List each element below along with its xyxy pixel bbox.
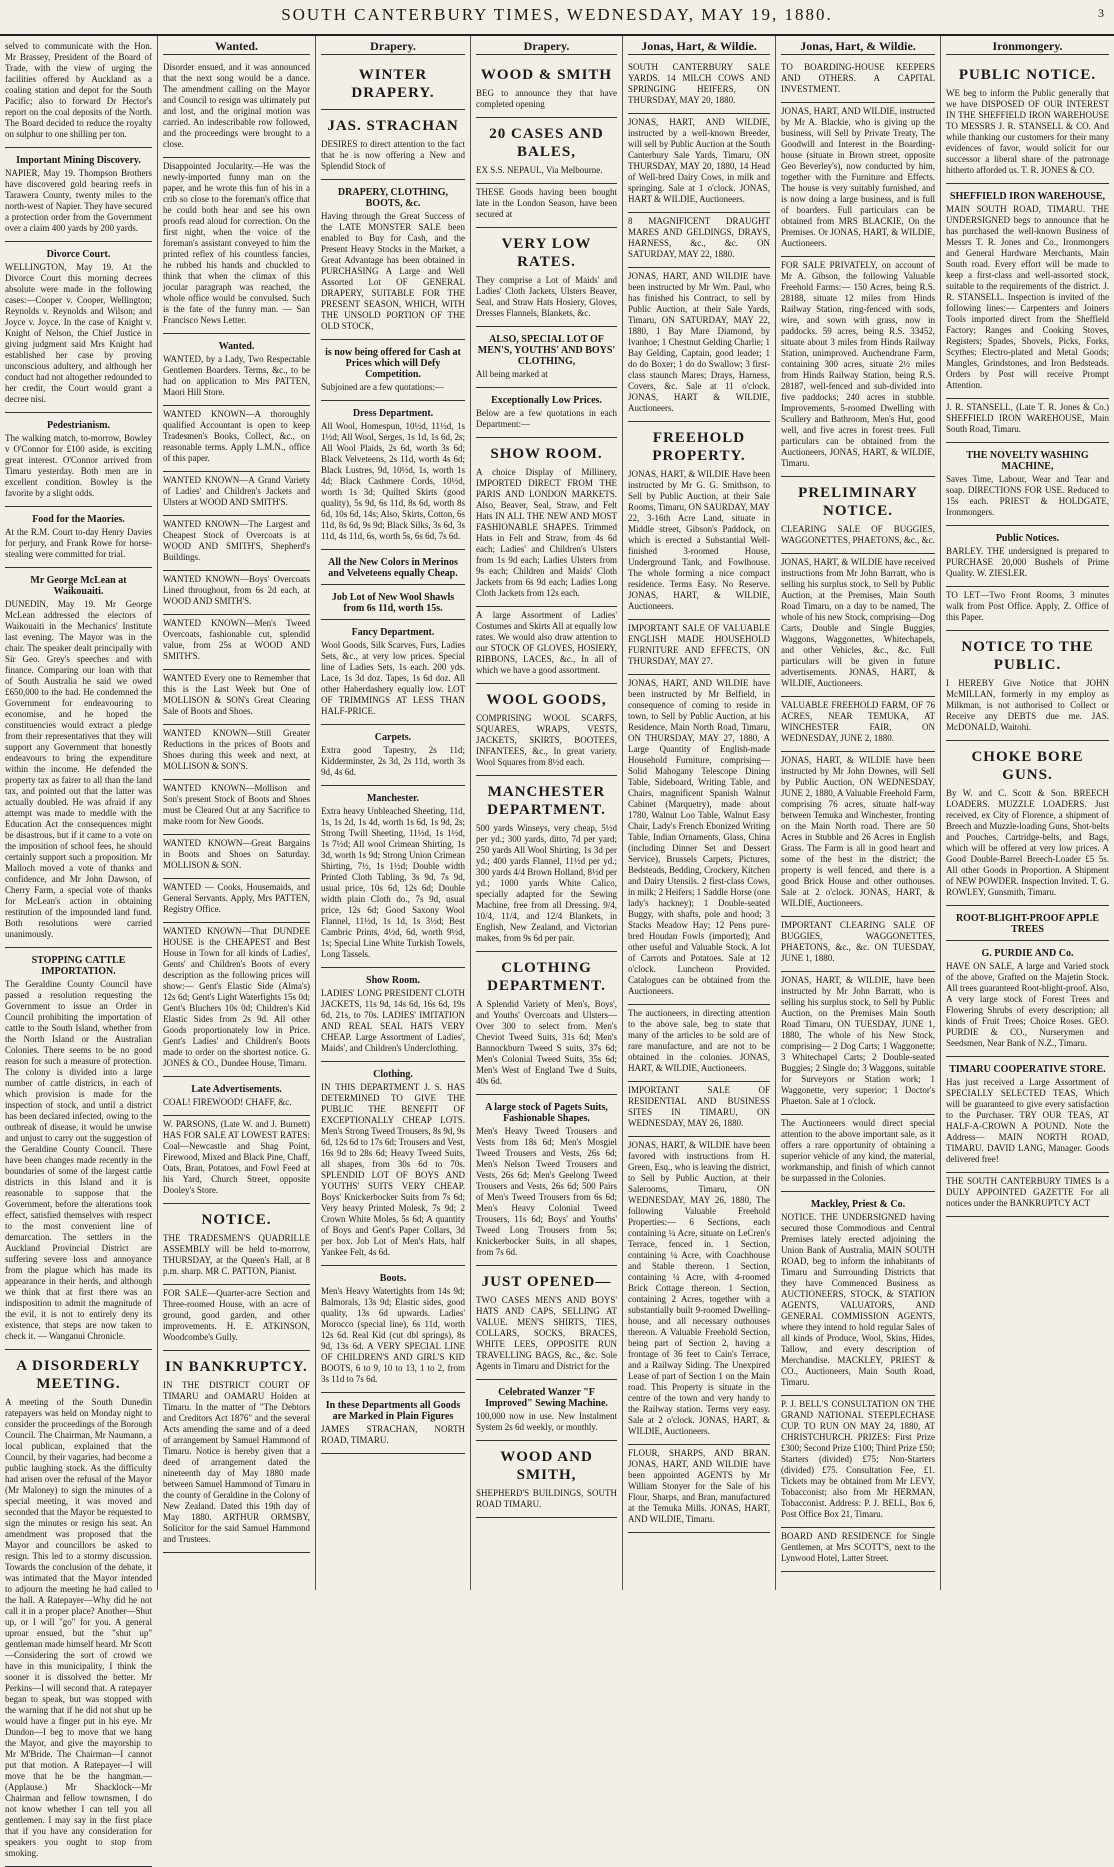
article-body: CLEARING SALE OF BUGGIES, WAGGONETTES, PHAETONS, &c., &c. [781, 524, 935, 545]
article-block [628, 1005, 770, 1082]
article-heading: VERY LOW RATES. [501, 236, 592, 270]
article-heading: CHOKE BORE GUNS. [971, 749, 1084, 783]
article-body: JONAS, HART, AND WILDIE, instructed by Mr A. Blackie, who is giving up the business, will Sell by Private Treaty, The Goodwill and Interest in the Boarding-house (situate in Brown street, opposite Geo Beverley's), now conducted by him, together with the Furniture and Effects. The house is very suitably furnished, and is now doing a large business, and is full of boarders. Full particulars can be obtained from MRS BLACKIE, On the Premises. Or JONAS, HART, & WILDIE, Auctioneers. [781, 106, 935, 248]
article-body: COAL! FIREWOOD! CHAFF, &c. [163, 1097, 292, 1107]
article-block [163, 670, 310, 725]
article-block [946, 526, 1109, 587]
article-block [321, 968, 465, 1062]
article-body: IMPORTANT SALE OF RESIDENTIAL AND BUSINESS SITES IN TIMARU, ON WEDNESDAY, MAY 26, 1880. [628, 1085, 770, 1128]
article-block [476, 388, 617, 438]
article-body: Below are a few quotations in each Department:— [476, 408, 617, 429]
article-block [5, 1350, 152, 1867]
article-block [628, 213, 770, 268]
article-block [628, 1137, 770, 1445]
article-body: At the R.M. Court to-day Henry Davies for perjury, and Frank Rowe for horse-stealing were committed for trial. [5, 527, 152, 559]
article-body: The walking match, to-morrow, Bowley v O'Connor for £100 aside, is exciting great interest. O'Connor arrived from Timaru yesterday. Both men are in excellent condition. Bowley is the favorite by a slight odds. [5, 433, 152, 498]
article-block [321, 550, 465, 585]
article-body: A large Assortment of Ladies' Costumes and Skirts All at equally low rates. We would also draw attention to our STOCK OF GLOVES, HOSIERY, RIBBONS, LACES, &c., In all of which we have a good assortment. [476, 610, 617, 675]
article-block [321, 620, 465, 725]
article-heading: A large stock of Pagets Suits, Fashionable Shapes. [485, 1102, 608, 1124]
column-heading: Drapery. [321, 38, 465, 55]
article-block [5, 413, 152, 507]
columns-container [0, 36, 1114, 1858]
article-body: JONAS, HART, AND WILDIE have been instructed by Mr Wm. Paul, who has finished his Contract, to sell by Public Auction, at their Sale Yards, Timaru, ON SATURDAY, MAY 22, 1880, 1 Bay Mare Diamond, by Ivanhoe; 1 Chestnut Gelding Charlie; 1 Bay Gelding, Captain, good leader; 1 do do Boxer; 1 do do Swallow; 3 first-class staunch Mares; Drays, Harness, Covers, &c. Sale at 11 o'clock. JONAS, HART & WILDIE, Auctioneers. [628, 271, 770, 413]
article-heading: NOTICE TO THE PUBLIC. [961, 639, 1094, 673]
article-block [163, 334, 310, 406]
article-heading: Fancy Department. [351, 627, 435, 638]
article-block [5, 242, 152, 413]
column-heading: Wanted. [163, 38, 310, 55]
article-block [163, 1285, 310, 1351]
article-heading: Pedestrianism. [46, 420, 111, 431]
article-block [163, 879, 310, 923]
article-heading: Dress Department. [352, 408, 434, 419]
article-block [163, 158, 310, 334]
article-heading: Clothing. [373, 1069, 413, 1080]
article-block [476, 59, 617, 118]
article-heading: ROOT-BLIGHT-PROOF APPLE TREES [955, 913, 1100, 935]
article-block [781, 103, 935, 257]
article-body: WANTED KNOWN—Men's Tweed Overcoats, fashionable cut, splendid value, from 25s at WOOD AND SMITH'S. [163, 618, 310, 661]
article-block [476, 184, 617, 228]
article-heading: Exceptionally Low Prices. [491, 395, 602, 406]
article-heading: 20 CASES AND BALES, [489, 126, 604, 160]
article-body: By W. and C. Scott & Son. BREECH LOADERS. MUZZLE LOADERS. Just received, ex City of Florence, a shipment of Breech and Muzzle-loading Guns, Shot-belts and Pouches, Cartridge-belts, and Bags, which will be offered at very low prices. A Good Double-Barrel Breech-Loader £5 5s. All other Goods in Proportion. A Shipment of NEW POWDER. Inspection Invited. T. G. ROWLEY, Gunsmith, Timaru. [946, 788, 1109, 897]
article-body: SHEPHERD'S BUILDINGS, SOUTH ROAD TIMARU. [476, 1488, 617, 1509]
article-block [476, 438, 617, 607]
article-body: WANTED — Cooks, Housemaids, and General Servants. Apply, Mrs PATTEN, Registry Office. [163, 882, 310, 914]
article-block [476, 118, 617, 184]
article-block [946, 1173, 1109, 1217]
article-body: Having through the Great Success of the LATE MONSTER SALE been enabled to Buy for Cash, and the Present Heavy Stocks in the Market, a Great Advantage has been obtained in PURCHASING A Large and Well Assorted Lot OF GENERAL DRAPERY, SUITABLE FOR THE PRESENT SEASON, WHICH, WITH THE UNSOLD PORTION OF THE OLD STOCK, [321, 211, 465, 331]
column-heading: Drapery. [476, 38, 617, 55]
article-body: JONAS, HART, AND WILDIE, instructed by a well-known Breeder, will sell by Public Auction at the South Canterbury Sale Yards, Timaru, ON THURSDAY, MAY 20, 1880, 14 Head of Well-bred Dairy Cows, in milk and springing. Sale at 1 o'clock. JONAS, HART & WILDIE, Auctioneers. [628, 117, 770, 204]
article-body: JONAS, HART, & WILDIE have been favored with instructions from H. Green, Esq., who is leaving the district, to Sell by Public Auction, at their Salerooms, Timaru, ON WEDNESDAY, MAY 26, 1880, The following Valuable Freehold Properties:— 6 Sections, each containing ¼ Acre, situate on LeCren's Terrace, fenced in. 1 Section, containing ¼ Acre, with Coachhouse and Stable thereon. 1 Section, containing ¼ Acre, with 4-roomed Brick Cottage thereon. 1 Section, containing 2 Acres, together with a substantially built 9-roomed Dwelling-house, and all necessary outhouses thereon. A Valuable Freehold Section, being part of Section 2, having a frontage of 36 feet to Cain's Terrace, and a Railway Siding. The Unexpired Lease of part of Section 1 on the Main road. This Property is situate in the centre of the town and very handy to the Railway station. Terms very easy. Sale at 2 o'clock. JONAS, HART, & WILDIE, Auctioneers. [628, 1140, 770, 1436]
article-body: IN THE DISTRICT COURT OF TIMARU and OAMARU Holden at Timaru. In the matter of "The Debtors and Creditors Act 1876" and the several Acts amending the same and of a deed of arrangement by Samuel Hammond of Timaru. Notice is hereby given that a deed of arrangement dated the nineteenth day of May 1880 made between Samuel Hammond of Timaru in the county of Geraldine in the Colony of New Zealand. Dated this 19th day of May 1880. ARTHUR ORMSBY, Solicitor for the said Samuel Hammond and Trustees. [163, 1380, 310, 1544]
article-body: MAIN SOUTH ROAD, TIMARU. THE UNDERSIGNED begs to announce that he has purchased the well-known Business of Messrs T. R. Jones and Co., Ironmongers and General Hardware Merchants, Main South road. Every effort will be made to keep a first-class and well-assorted stock, suitable to the requirements of the district. J. R. STANSELL. Inspection is invited of the following lines:— Carpenters and Joiners Tools imported direct from the Sheffield Factory; Ranges and Cooking Stoves, Registers; Spades, Shovels, Picks, Forks, Scythes; Electro-plated and Metal Goods; Mangles, Grindstones, and Iron Bedsteads. Orders by Post will receive Prompt Attention. [946, 204, 1109, 390]
masthead-title: SOUTH CANTERBURY TIMES, WEDNESDAY, MAY 19, 1880. [281, 5, 833, 24]
article-block [781, 59, 935, 103]
article-heading: WINTER DRAPERY. [351, 67, 435, 101]
article-body: Men's Heavy Tweed Trousers and Vests from 18s 6d; Men's Mosgiel Tweed Trousers and Vests, 26s 6d; Men's Nelson Tweed Trousers and Vests, 26s 6d; Men's Geelong Tweed Trousers and Vests, 26s 6d; 500 Pairs of Men's Tweed Trousers from 6s 6d; Men's Heavy Colonial Tweed Trousers, 11s 6d; Boys' and Youths' Tweed Long Trousers from 5s; Knickerbocker Suits, in all shapes, from 7s 6d. [476, 1126, 617, 1257]
article-heading: Food for the Maories. [32, 514, 125, 525]
article-body: COMPRISING WOOL SCARFS, SQUARES, WRAPS, VESTS, JACKETS, SKIRTS, BOOTEES, INFANTEES, &c., In great variety. Wool Squares from 8½d each. [476, 713, 617, 767]
article-body: The auctioneers, in directing attention to the above sale, beg to state that many of the articles to be sold are of rare manufacture, and are not to be obtained in the colonies. JONAS, HART, & WILDIE, Auctioneers. [628, 1008, 770, 1073]
article-block [321, 1062, 465, 1266]
article-block [628, 675, 770, 1005]
article-body: JONAS, HART, AND WILDIE have been instructed by Mr Belfield, in consequence of coming to reside in town, to Sell by Public Auction, at his Residence, Main North Road, Timaru, ON THURSDAY, MAY 27, 1880, A Large Quantity of English-made Household Furniture, comprising—Solid Mahogany Telescope Dining Table, Sideboard, Writing Table, and Chairs, magnificent Spanish Walnut Cabinet (Marquetry), made about 1780, Walnut Loo Table, Walnut Easy Chair, Lady's French Ebonized Writing Table, Indian Ornaments, Glass, China (including Dinner Set and Dessert Service), Brussels Carpets, Pictures, Bedsteads, Bedding, Crockery, Kitchen and Dairy Utensils. 2 first-class Cows, in milk; 2 Heifers; 1 Saddle Horse (one lady's hackney); 1 Double-seated Buggy, with shafts, pole and hood; 3 Stacks Meadow Hay; 12 Pens pure-bred Houdan Fowls (imported); And other useful and Valuable Stock. A lot of Carrots and Potatoes. Sale at 12 o'clock. Luncheon Provided. Catalogues can be obtained from the Auctioneers. [628, 678, 770, 996]
article-body: BOARD AND RESIDENCE for Single Gentlemen, at Mrs SCOTT'S, next to the Lynwood Hotel, Latter Street. [781, 1531, 935, 1563]
article-body: Has just received a Large Assortment of SPECIALLY SELECTED TEAS, Which will be guaranteed to give every satisfaction to the Purchaser. TRY OUR TEAS, AT HALF-A-CROWN A POUND. Note the Address— MAIN NORTH ROAD, TIMARU. DAVID LANG, Manager. Goods delivered free! [946, 1077, 1109, 1164]
article-block [628, 1082, 770, 1137]
article-heading: Boots. [379, 1273, 407, 1284]
column-heading: Jonas, Hart, & Wildie. [628, 38, 770, 55]
article-body: P. J. BELL'S CONSULTATION ON THE GRAND NATIONAL STEEPLECHASE CUP. TO RUN ON MAY 24, 1880, AT CHRISTCHURCH. PRIZES: First Prize £300; Second Prize £100; Third Prize £50; Starters (divided) £75; Non-Starters (divided) £75. Consultation Fee, £1. Tickets may be obtained from Mr LEVY, Tobacconist; also from Mr HERMAN, Tobacconist. Address: P. J. BELL, Box 6, Post Office Box 21, Timaru. [781, 1399, 935, 1519]
article-body: Disappointed Jocularity.—He was the newly-imported funny man on the paper, and he wrote this fun of his in a crib so close to the foreman's office that he could both hear and see his own proofs read aloud for correction. On the first night, when the voice of the foreman's assistant conveyed to him the printed reflex of his countless fancies, he rubbed his hands and chuckled to think that when the climax of this jocular paragraph was reached, the whole office would be convulsed. Such is the fate of the funny man. — San Francisco News Letter. [163, 161, 310, 325]
column-heading: Jonas, Hart, & Wildie. [781, 38, 935, 55]
article-block [476, 228, 617, 327]
article-body: FLOUR, SHARPS, AND BRAN. JONAS, HART, AND WILDIE have been appointed AGENTS by Mr William Stonyer for the Sale of his Flour, Sharps, and Bran, manufactured at the Temuka Mills. JONAS, HART, AND WILDIE, Timaru. [628, 1448, 770, 1524]
article-block [946, 941, 1109, 1057]
article-body: IN THIS DEPARTMENT J. S. HAS DETERMINED TO GIVE THE PUBLIC THE BENEFIT OF EXCEPTIONALLY CHEAP LOTS. Men's Strong Tweed Trousers, 8s 9d, 9s 6d, 12s 6d to 17s 6d; Trousers and Vest, 16s 9d to 28s 6d; Heavy Tweed Suits, all shapes, from 30s 6d to 70s. SPLENDID LOT OF BOYS AND YOUTHS' SUITS VERY CHEAP. Boys' Knickerbocker Suits from 7s 6d; Very heavy Printed Molesk, 7s 9d; 2 Crown White Moles, 5s 6d; A quantity of Boys and Gent's Paper Collars, 3d per box. Job Lot of Men's Hats, half Yankee Felt, 4s 6d. [321, 1082, 465, 1257]
column-1 [0, 36, 158, 1858]
article-heading: WOOD & SMITH [480, 67, 613, 83]
article-body: 100,000 now in use. New Instalment System 2s 6d weekly, or monthly. [476, 1411, 617, 1432]
article-block [781, 257, 935, 477]
article-block [321, 340, 465, 401]
article-body: SOUTH CANTERBURY SALE YARDS. 14 MILCH COWS AND SPRINGING HEIFERS, ON THURSDAY, MAY 20, 1880. [628, 62, 770, 105]
article-heading: FREEHOLD PROPERTY. [652, 430, 746, 464]
article-body: FOR SALE—Quarter-acre Section and Three-roomed House, with an acre of ground, good garden, and other improvements. H. E. ATKINSON, Woodcombe's Gully. [163, 1288, 310, 1342]
article-body: TWO CASES MEN'S AND BOYS' HATS AND CAPS, SELLING AT VALUE. MEN'S SHIRTS, TIES, COLLARS, SOCKS, BRACES, WHITE LEES, OPPOSITE RUN TRAVELLING BAGS, &c., &c. Sole Agents in Timaru and District for the [476, 1295, 617, 1371]
article-block [321, 59, 465, 110]
article-block [781, 477, 935, 554]
article-block [781, 1115, 935, 1192]
article-block [163, 725, 310, 780]
article-block [628, 114, 770, 213]
article-block [476, 327, 617, 388]
article-body: 8 MAGNIFICENT DRAUGHT MARES AND GELDINGS, DRAYS, HARNESS, &c., &c. ON SATURDAY, MAY 22, 1880. [628, 216, 770, 259]
article-heading: G. PURDIE AND Co. [981, 948, 1074, 959]
article-block [321, 110, 465, 180]
article-heading: Public Notices. [995, 533, 1060, 544]
article-block [946, 1057, 1109, 1173]
article-body: EX S.S. NEPAUL, Via Melbourne. [476, 165, 603, 175]
column-heading: Ironmongery. [946, 38, 1109, 55]
article-body: NAPIER, May 19. Thompson Brothers have discovered gold bearing reefs in Tarawera County, twenty miles to the north-west of Napier. They have secured a protection order from the Government over a claim 400 yards by 200 yards. [5, 168, 152, 233]
article-heading: In these Departments all Goods are Marked in Plain Figures [325, 1400, 461, 1422]
article-body: WANTED KNOWN—Boys' Overcoats Lined throughout, from 6s 2d each, at WOOD AND SMITH'S. [163, 574, 310, 606]
article-heading: Mr George McLean at Waikouaiti. [30, 575, 127, 597]
article-heading: Wanted. [218, 341, 255, 352]
article-body: J. R. STANSELL, (Late T. R. Jones & Co.) SHEFFIELD IRON WAREHOUSE, Main South Road, Timaru. [946, 402, 1109, 434]
article-body: WANTED KNOWN—Great Bargains in Boots and Shoes on Saturday. MOLLISON & SON. [163, 838, 310, 870]
article-body: I HEREBY Give Notice that JOHN McMILLAN, formerly in my employ as Milkman, is not authorised to Collect or Receive any DEBTS due me. JAS. McDONALD, Waitohi. [946, 678, 1109, 732]
article-heading: PRELIMINARY NOTICE. [798, 485, 918, 519]
article-heading: WOOL GOODS, [486, 692, 607, 708]
article-body: All Wool, Homespun, 10½d, 11½d, 1s 1½d; All Wool, Serges, 1s 1d, 1s 6d, 2s; All Wool Plaids, 2s 6d, worth 3s 6d; Black Velveteens, 2s 11d, worth 4s 6d; Black Lustres, 9d, 10½d, 1s, worth 1s 4d; Black Cashmere Cords, 10½d, worth 1s 3d; Quilted Skirts (good quality), 5s 9d, 6s 11d, 8s 6d, worth 8s 6d, 10s 6d, 14s; Also, Skirts, Cotton, 6s 11d, 8s 6d, 9s 9d; Black Silks, 3s 6d, 3s 11d, 4s 11d, 6s, worth 5s, 6s 6d, 7s 6d. [321, 421, 465, 541]
article-heading: WOOD AND SMITH, [500, 1449, 593, 1483]
article-block [781, 972, 935, 1115]
article-body: THE TRADESMEN'S QUADRILLE ASSEMBLY will be held to-morrow, THURSDAY, at the Queen's Hall, at 8 p.m. sharp. MR C. PATTON, Pianist. [163, 1233, 310, 1276]
article-body: A choice Display of Millinery, IMPORTED DIRECT FROM THE PARIS AND LONDON MARKETS. Also, Beaver, Seal, Straw, and Felt Hats IN ALL THE NEW AND MOST FASHIONABLE SHAPES. Trimmed Hats in Felt and Straw, from 4s 6d each; Ladies' and Children's Ulsters from 1s 9d each; Ladies Ulsters from 9s each; Children and Maids' Cloth Jackets from 6s 9d each; Ladies Long Cloth Jackets from 12s each. [476, 467, 617, 598]
article-block [781, 1192, 935, 1396]
article-block [163, 835, 310, 879]
article-block [321, 585, 465, 620]
article-block [476, 776, 617, 952]
article-heading: JAS. STRACHAN [327, 118, 459, 134]
article-block [781, 1528, 935, 1572]
article-block [946, 59, 1109, 184]
article-heading: A DISORDERLY MEETING. [16, 1358, 141, 1392]
article-heading: All the New Colors in Merinos and Velveteens equally Cheap. [328, 557, 458, 579]
article-body: W. PARSONS, (Late W. and J. Burnett) HAS FOR SALE AT LOWEST RATES: Coal—Newcastle and Shag Point, Firewood, Mixed and Black Pine, Chaff, Oats, Bran, Potatoes, and Fowl Feed at his Yard, Church Street, opposite Dooley's Store. [163, 1119, 310, 1195]
article-block [946, 184, 1109, 399]
column-3 [316, 36, 471, 1590]
article-block [628, 59, 770, 114]
article-block [946, 587, 1109, 631]
article-body: WE beg to inform the Public generally that we have DISPOSED OF OUR INTEREST IN THE SHEFFIELD IRON WAREHOUSE TO MESSRS J. R. STANSELL & CO. And while thanking our customers for their many evidences of favor, would solicit for our successor a liberal share of the patronage hitherto afforded us. T. R. JONES & CO. [946, 88, 1109, 175]
article-heading: Celebrated Wanzer "F Improved" Sewing Machine. [485, 1387, 608, 1409]
article-heading: THE NOVELTY WASHING MACHINE, [966, 450, 1089, 472]
article-body: IMPORTANT SALE OF VALUABLE ENGLISH MADE HOUSEHOLD FURNITURE AND EFFECTS, ON THURSDAY, MAY 27. [628, 623, 770, 666]
article-block [5, 38, 152, 148]
article-heading: SHOW ROOM. [490, 446, 603, 462]
article-block [163, 923, 310, 1077]
article-body: The Geraldine County Council have passed a resolution requesting the Government to issue an Order in Council prohibiting the importation of cattle to the South Island, whether from the North Island or the Australian Colonies. There seems to be no good reason for such a measure of protection. The colony is divided into a large number of cattle districts, in each of which provision is made for the inspection of stock, and until a district has been declared infected, owing to the outbreak of disease, it would be unwise and unjust to carry out the suggestion of the Geraldine County Council. There have been changes made recently in the boundaries of some of the largest cattle districts in this Island and it is reasonable to suppose that the Government, before the alterations took effect, satisfied themselves with respect to the most convenient line of demarcation. The settlers in the Auckland Provincial District are suffering severe loss and annoyance from the plague which has made its appearance in their herds, and although we think that at first there was an indisposition to admit the magnitude of the evil, it is not to entirely deny its existence, that steps are now taken to check it. — Wanganui Chronicle. [5, 979, 152, 1341]
article-heading: MANCHESTER DEPARTMENT. [487, 784, 606, 818]
article-heading: NOTICE. [201, 1212, 272, 1228]
article-block [163, 1116, 310, 1204]
article-block [321, 180, 465, 340]
article-block [628, 268, 770, 422]
page-number: 3 [1098, 6, 1104, 20]
article-block [476, 684, 617, 776]
article-heading: CLOTHING DEPARTMENT. [487, 960, 606, 994]
article-body: JAMES STRACHAN, NORTH ROAD, TIMARU. [321, 1424, 465, 1445]
article-body: selved to communicate with the Hon. Mr Brassey, President of the Board of Trade, with the view of urging the facilities offered by Auckland as a coaling station and depot for the South Pacific; also to forward Dr Hector's report on the coal deposits of the North. The Board decided to reduce the royalty on sulphur to one shilling per ton. [5, 41, 152, 139]
article-heading: DRAPERY, CLOTHING, BOOTS, &c. [337, 187, 449, 209]
article-block [321, 725, 465, 786]
article-body: They comprise a Lot of Maids' and Ladies' Cloth Jackets, Ulsters Beaver, Seal, and Straw Hats Hosiery, Gloves, Dresses Flannels, Blankets, &c. [476, 275, 617, 318]
article-body: HAVE ON SALE, A large and Varied stock of the above, Grafted on the Majetin Stock. All trees guaranteed Root-blight-proof. Also, A very large stock of Forest Trees and Flowering Shrubs of every description; all kinds of Fruit Trees; Choice Roses. GEO. PURDIE & CO., Nurserymen and Seedsmen, Near Bank of N.Z., Timaru. [946, 961, 1109, 1048]
article-body: Men's Heavy Watertights from 14s 9d; Balmorals, 13s 9d; Elastic sides, good quality, 13s 6d upwards. Ladies' Morocco (special line), 6s 11d, worth 12s 6d. Real Kid (cut dbl springs), 8s 9d, 13s 6d. A VERY SPECIAL LINE OF CHILDREN'S AND GIRL'S KID BOOTS, 6 to 9, 10 to 13, 1 to 2, from 3s 11d to 7s 6d. [321, 1286, 465, 1384]
article-heading: Divorce Court. [46, 249, 111, 260]
column-7 [941, 36, 1114, 1590]
article-body: 500 yards Winseys, very cheap, 5½d per yd.; 300 yards, ditto, 7d per yard; 250 yards All Wool Shirting, 1s 3d per yd.; 400 yards Flannel, 11½d per yd.; 300 yards 4/4 Brown Holland, 8½d per yd.; 1000 yards White Calico, specially adapted for the Sewing Machine, free from all Dressing. 9/4, 10/4, 11/4, and 12/4 Blankets, in English, New Zealand, and Victorian makes, from 9s 6d per pair. [476, 823, 617, 943]
article-block [946, 741, 1109, 906]
article-body: WANTED Every one to Remember that this is the Last Week but One of MOLLISON & SON's Great Clearing Sale of Boots and Shoes. [163, 673, 310, 716]
article-heading: ALSO, SPECIAL LOT OF MEN'S, YOUTHS' AND BOYS' CLOTHING, [477, 334, 616, 367]
article-body: WANTED KNOWN—The Largest and Cheapest Stock of Overcoats is at WOOD AND SMITH'S, Shepherd's Buildings. [163, 519, 310, 562]
article-block [781, 554, 935, 697]
article-heading: IN BANKRUPTCY. [165, 1359, 308, 1375]
article-body: WELLINGTON, May 19. At the Divorce Court this morning decrees absolute were made in the following cases:—Cooper v. Cooper, Wellington; Reynolds v. Reynolds and Wilson; and Joyce v. Joyce. In the case of Knight v. Knight of Nelson, the Chief Justice in giving judgment said Mrs Knight had established her case by proving unconscious adultery, and although her conduct had not altogether redounded to her credit, the Court would grant a decree nisi. [5, 262, 152, 404]
article-heading: Manchester. [366, 793, 420, 804]
article-body: The Auctioneers would direct special attention to the above important sale, as it offers a rare opportunity of obtaining a superior vehicle of any kind, the material, workmanship, and finish of which cannot be surpassed in the Colonies. [781, 1118, 935, 1183]
article-heading: Mackley, Priest & Co. [810, 1199, 906, 1210]
article-body: WANTED KNOWN—That DUNDEE HOUSE is the CHEAPEST and Best House in Town for all kinds of Ladies', Gents' and Children's Boots of every description as the following prices will show:— Gent's Elastic Side (Alma's) 12s 6d; Gent's Light Waterfights 15s 0d; Gent's Bluchers 10s 0d; Children's Kid Elastic Sides from 2s 9d. All other Goods proportionately low in Price. Gent's Ladies' and Children's Boots made to order on the shortest notice. G. JONES & CO., Dundee House, Timaru. [163, 926, 310, 1068]
article-heading: STOPPING CATTLE IMPORTATION. [31, 955, 126, 977]
article-block [781, 917, 935, 972]
article-block [5, 507, 152, 568]
article-block [476, 1380, 617, 1441]
article-body: IMPORTANT CLEARING SALE OF BUGGIES, WAGGONETTES, PHAETONS, &c., &c. ON TUESDAY, JUNE 1, 1880. [781, 920, 935, 963]
article-body: THE SOUTH CANTERBURY TIMES Is a DULY APPOINTED GAZETTE For all notices under the BANKRUPTCY ACT [946, 1176, 1109, 1208]
article-block [163, 1077, 310, 1116]
article-body: TO BOARDING-HOUSE KEEPERS AND OTHERS. A CAPITAL INVESTMENT. [781, 62, 935, 94]
article-block [5, 948, 152, 1350]
article-block [476, 952, 617, 1095]
article-block [163, 472, 310, 516]
article-block [321, 1393, 465, 1454]
column-4 [471, 36, 623, 1590]
article-block [321, 401, 465, 550]
article-heading: is now being offered for Cash at Prices which will Defy Competition. [325, 347, 461, 380]
article-body: Extra heavy Unbleached Sheeting, 11d, 1s, 1s 2d, 1s 4d, worth 1s 6d, 1s 9d, 2s; Strong Twill Sheeting, 11½d, 1s 1½d, 1s 7½d; All wool Crimean Shirting, 1s 3d, worth 1s 9d; Strong Union Crimean Shirting, 7½, 1s 1½d; Double width Printed Cloth Tabling, 3s 9d, 7s 9d, usual price, 10s 6d, 12s 6d; Double width plain Cloth do., 7s 9d, usual price, 12s 6d; Good Saxony Wool Flannel, 11½d, 1s 1d, 1s 3½d; Best Cambric Prints, 4½d, 6d, worth 9½d, 1s; Special Line White Turkish Towels, Long Tassels. [321, 806, 465, 959]
article-block [163, 406, 310, 472]
article-body: BARLEY. THE undersigned is prepared to PURCHASE 20,000 Bushels of Prime Quality. W. ZIESLER. [946, 546, 1109, 578]
article-block [476, 1441, 617, 1518]
article-body: NOTICE. THE UNDERSIGNED having secured those Commodious and Central Premises lately erected adjoining the Union Bank of Australia, MAIN SOUTH ROAD, beg to inform the inhabitants of Timaru and Surrounding Districts that they have Commenced Business as AUCTIONEERS, STOCK, & STATION AGENTS, VALUATORS, AND GENERAL COMMISSION AGENTS, where they intend to hold regular Sales of all kinds of Produce, Wool, Skins, Hides, Tallow, and every description of Merchandise. MACKLEY, PRIEST & CO., Auctioneers, Main South Road, Timaru. [781, 1212, 935, 1387]
article-block [476, 1266, 617, 1380]
article-heading: PUBLIC NOTICE. [958, 67, 1097, 83]
article-body: A Splendid Variety of Men's, Boys', and Youths' Overcoats and Ulsters—Over 300 to select from. Men's Cheviot Tweed Suits, 31s 6d; Men's Bannockburn Tweed S suits, 37s 6d; Men's Colonial Tweed Suits, 35s 6d; Men's West of England Twe d Suits, 40s 6d. [476, 999, 617, 1086]
article-block [628, 620, 770, 675]
article-body: WANTED KNOWN—A thoroughly qualified Accountant is open to keep Tradesmen's Books, Collect, &c., on reasonable terms. Apply L.M.N., office of this paper. [163, 409, 310, 463]
article-block [321, 1266, 465, 1393]
article-body: FOR SALE PRIVATELY, on account of Mr A. Gibson, the following Valuable Freehold Farms:— 150 Acres, being R.S. 28188, situate 12 miles from Hinds Railway Station, ring-fenced with sods, wire, and sown with grass, now in paddocks. 59 acres, being R.S. 33452, situate about 3 miles from Hinds Railway Station, unimproved. Auchendrane Farm, containing 300 acres, situate 2½ miles from Hinds Railway Station, being R.S. 28187, well-fenced and sub-divided into five paddocks; 240 acres in stubble. Improvements, 5-roomed Dwelling with Scullery and Bathroom, Men's Hut, good well, and five acres in forest trees. Full particulars can be obtained from the Auctioneers, JONAS, HART, & WILDIE, Timaru. [781, 260, 935, 468]
article-block [5, 568, 152, 948]
article-heading: Late Advertisements. [191, 1084, 282, 1095]
article-body: THESE Goods having been bought late in the London Season, have been secured at [476, 187, 617, 219]
article-block [628, 422, 770, 620]
article-block [163, 59, 310, 158]
article-body: Disorder ensued, and it was announced that the next song would be a dance. The amendment calling on the Mayor and Council to resign was ultimately put and lost, and the original motion was carried. An indescribable row followed, and the proceedings were brought to a close. [163, 62, 310, 149]
column-6 [776, 36, 941, 1590]
article-block [163, 516, 310, 571]
article-block [946, 906, 1109, 941]
article-block [946, 631, 1109, 741]
article-body: A meeting of the South Dunedin ratepayers was held on Monday night to consider the proceedings of the Borough Council. The Chairman, Mr Naumann, a local publican, explained that the Council, by their vagaries, had become a public laughing stock. As the difficulty had arisen over the refusal of the Mayor (Mr Maloney) to sign the minutes of a special meeting, it was moved and seconded that the Mayor be requested to sign the minutes or resign his seat. An amendment was proposed that the Mayor and councillors be asked to resign. This led to a stormy discussion. Towards the conclusion of the debate, it was intimated that the Mayor intended to adjourn the meeting he had called to the hall. A Ratepayer—Why did he not call it in a proper place? Another—Shut up, or I will "go" for you. A general uproar ensued, but the "shut up" gentleman made himself heard. Mr Scott—Considering the sort of crowd we have in this municipality, I think the sooner it is dissolved the better. Mr Perkins—I will second that. A ratepayer began to speak, but was stopped with the warning that if he did not shut up he would have a finger put in his eye. Mr Dundon—I beg to move that we hang the Mayor, and give the mayorship to Mr M'Bride. The Chairman—I cannot put that motion. A Ratepayer—I will move that he be the hangman.—(Applause.) Mr Shacklock—Mr Chairman and fellow townsmen, I do not know whether I can tell you all gentlemen. I may say in the first place that if you have any consideration for speakers you ought to stop from smoking. [5, 1397, 152, 1858]
article-body: DUNEDIN, May 19. Mr George McLean addressed the electors of Waikouaiti in the Mechanics' Institute last evening. The Mayor was in the chair. The speaker dealt principally with Sir Geo. Grey's speeches and with finance. Comparing our loan with that of South Australia he said we owed £650,000 to the bad. He condemned the Government for endeavouring to economise, and he hoped the constituencies would extract a pledge from their representatives that they will support any Government that honestly endeavours to bring the expenditure within the income. He defended the property tax as fairer to all than the land tax, and pointed out that the latter was actually doubled. He was afraid if any attempt was made to meddle with the Education Act the consequences might be disastrous, but if it came to a vote on the imposition of school fees, he should certainly support such a proposition. Mr Malloch moved a vote of thanks and confidence, and Mr John Dawson, of Cherry Farm, a special vote of thanks for McLean's action in obtaining restitution of the impounded land fund. Both resolutions were carried unanimously. [5, 599, 152, 939]
article-body: All being marked at [476, 369, 548, 379]
article-block [781, 752, 935, 917]
column-2 [158, 36, 316, 1590]
article-body: VALUABLE FREEHOLD FARM, OF 76 ACRES, NEAR TEMUKA, AT WINCHESTER FAIR, ON WEDNESDAY, JUNE 2, 1880. [781, 700, 935, 743]
article-heading: TIMARU COOPERATIVE STORE. [949, 1064, 1106, 1075]
article-heading: Job Lot of New Wool Shawls from 6s 11d, worth 15s. [331, 592, 455, 614]
article-body: WANTED KNOWN—A Grand Variety of Ladies' and Children's Jackets and Ulsters at WOOD AND SMITH'S. [163, 475, 310, 507]
article-heading: JUST OPENED— [481, 1274, 612, 1290]
article-block [163, 780, 310, 835]
article-heading: Show Room. [366, 975, 420, 986]
article-block [321, 786, 465, 968]
article-block [163, 571, 310, 615]
article-block [476, 1095, 617, 1266]
article-body: LADIES' LONG PRESIDENT CLOTH JACKETS, 11s 9d, 14s 6d, 16s 6d, 19s 6d, 21s, to 70s. LADIES' IMITATION AND REAL SEAL HATS VERY CHEAP. Large Assortment of Ladies', Maids', and Children's Underclothing. [321, 988, 465, 1053]
article-block [476, 607, 617, 684]
article-body: WANTED KNOWN—Mollison and Son's present Stock of Boots and Shoes must be Cleared Out at any Sacrifice to make room for New Goods. [163, 783, 310, 826]
article-body: Saves Time, Labour, Wear and Tear and soap. DIRECTIONS FOR USE. Reduced to 15s each. PRIEST & HOLDGATE, Ironmongers. [946, 474, 1109, 517]
article-block [163, 1351, 310, 1553]
article-body: WANTED, by a Lady, Two Respectable Gentlemen Boarders. Terms, &c., to be had on application to Mrs PATTEN, Maori Hill Store. [163, 354, 310, 397]
article-body: BEG to announce they that have completed opening [476, 88, 617, 109]
article-block [628, 1445, 770, 1533]
column-5 [623, 36, 776, 1590]
article-body: Wool Goods, Silk Scarves, Furs, Ladies Sets, &c., at very low prices. Special line of Ladies Sets, 1s each. 200 yds. Lace, 1s 3d doz. Tapes, 1s 6d doz. All other Haberdashery equally low. LOT OF TRIMMINGS AT LESS THAN HALF-PRICE. [321, 640, 465, 716]
masthead [0, 0, 1114, 36]
article-block [5, 148, 152, 242]
article-block [781, 697, 935, 752]
article-body: JONAS, HART, & WILDIE have been instructed by Mr John Downes, will Sell by Public Auction, ON WEDNESDAY, JUNE 2, 1880, A Valuable Freehold Farm, comprising 76 acres, situate half-way between Temuka and Winchester, fronting on the Main North road. There are 50 Acres in Stubble and 26 Acres in English Grass. The Farm is all in good heart and some of the best in the district; the property is well fenced, and there is a good Brick House and other outhouses. Sale at 2 o'clock. JONAS, HART, & WILDIE, Auctioneers. [781, 755, 935, 908]
article-body: WANTED KNOWN—Still Greater Reductions in the prices of Boots and Shoes during this week and next, at MOLLISON & SON'S. [163, 728, 310, 771]
article-body: JONAS, HART, & WILDIE Have been instructed by Mr G. G. Smithson, to Sell by Public Auction, at their Sale Rooms, Timaru, ON SAURDAY, MAY 22, 3-16th Acre Land, situate in Middle street, Gibson's Paddock, on which is erected a Substantial Well-finished 3-roomed House, Underground Tank, and Fowlhouse. The whole forming a nice compact residence. Terms Easy. No Reserve. JONAS, HART, & WILDIE, Auctioneers. [628, 469, 770, 611]
article-block [946, 399, 1109, 443]
article-body: Subjoined are a few quotations:— [321, 382, 444, 392]
article-block [163, 615, 310, 670]
article-heading: SHEFFIELD IRON WAREHOUSE, [949, 191, 1106, 202]
article-body: JONAS, HART, & WILDIE, have been instructed by Mr John Barratt, who is selling his surplus stock, to Sell by Public Auction, on the Premises Main South Road Timaru, ON TUESDAY, JUNE 1, 1880, The whole of his New Stock, comprising— 2 Dog Carts; 1 Waggonette; 3 Whitechapel Carts; 2 Double-seated Buggies; 2 Single do; 3 Waggons, suitable for Surveyors or Station work; 1 Waggonette, very superior; 1 Doctor's Phaeton. Sale at 1 o'clock. [781, 975, 935, 1106]
article-block [946, 443, 1109, 526]
article-body: DESIRES to direct attention to the fact that he is now offering a New and Splendid Stock of [321, 139, 465, 171]
article-block [781, 1396, 935, 1528]
article-heading: Important Mining Discovery. [16, 155, 141, 166]
article-heading: Carpets. [374, 732, 412, 743]
article-body: TO LET—Two Front Rooms, 3 minutes walk from Post Office. Apply, Z. Office of this Paper. [946, 590, 1109, 622]
article-body: JONAS, HART, & WILDIE have received instructions from Mr John Barratt, who is selling his surplus stock, to Sell by Public Auction, at the Premises, Main South Road Timaru, on a day to be named, The whole of his new Stock, comprising—Dog Carts, Double and Single Buggies, Waggons, Waggonettes, Whitechapels, and other Vehicles, &c., &c. Full particulars will be given in future advertisements. JONAS, HART, & WILDIE, Auctioneers. [781, 557, 935, 688]
article-body: Extra good Tapestry, 2s 11d; Kidderminster, 2s 3d, 2s 11d, worth 3s 9d, 4s 6d. [321, 745, 465, 777]
article-block [163, 1204, 310, 1285]
